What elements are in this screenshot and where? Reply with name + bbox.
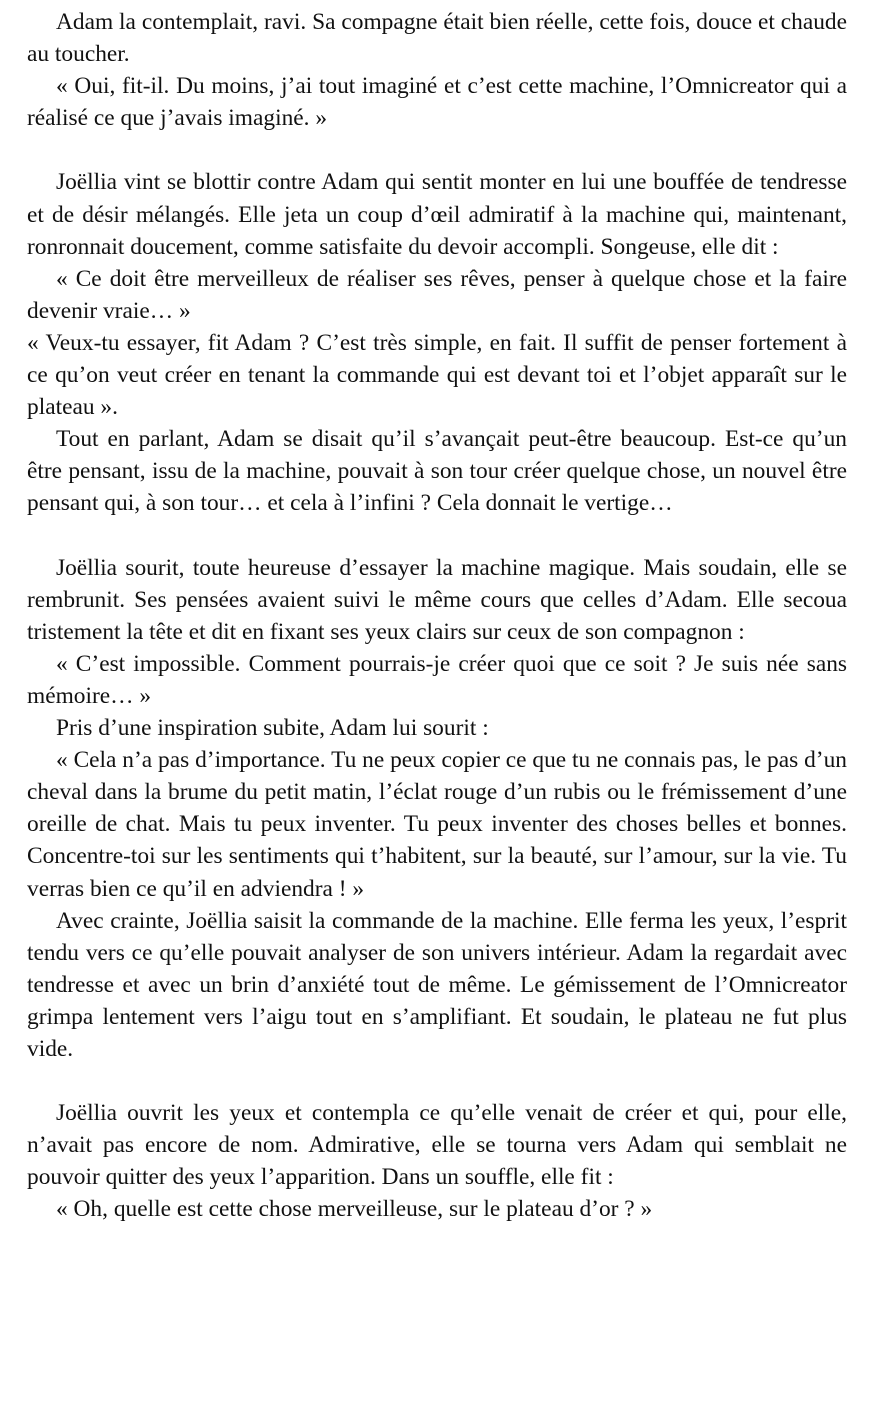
paragraph: Joëllia sourit, toute heureuse d’essayer la machine magique. Mais soudain, elle se rembrunit. Ses pensées avaient suivi le même cours que celles d’Adam. Elle secoua tristement la tête et dit en fixant ses yeux clairs sur ceux de son compagnon : — [27, 554, 847, 645]
paragraph-gap — [27, 520, 847, 552]
paragraph-gap — [27, 134, 847, 166]
paragraph: « C’est impossible. Comment pourrais-je créer quoi que ce soit ? Je suis née sans mémoire… » — [27, 650, 847, 709]
paragraph: « Oui, fit-il. Du moins, j’ai tout imaginé et c’est cette machine, l’Omnicreator qui a réalisé ce que j’avais imaginé. » — [27, 73, 847, 132]
paragraph: Adam la contemplait, ravi. Sa compagne était bien réelle, cette fois, douce et chaude au toucher. — [27, 9, 847, 68]
paragraph: « Veux-tu essayer, fit Adam ? C’est très simple, en fait. Il suffit de penser fortement à ce qu’on veut créer en tenant la commande qui est devant toi et l’objet apparaît sur le plateau ». — [27, 329, 847, 421]
paragraph: « Cela n’a pas d’importance. Tu ne peux copier ce que tu ne connais pas, le pas d’un cheval dans la brume du petit matin, l’éclat rouge d’un rubis ou le frémissement d’une oreille de chat. Mais tu peux inventer. Tu peux inventer des choses belles et bonnes. Concentre-toi sur les sentiments qui t’habitent, sur la beauté, sur l’amour, sur la vie. Tu verras bien ce qu’il en adviendra ! » — [27, 747, 847, 902]
paragraph-gap — [27, 1065, 847, 1097]
paragraph: Avec crainte, Joëllia saisit la commande de la machine. Elle ferma les yeux, l’esprit tendu vers ce qu’elle pouvait analyser de son univers intérieur. Adam la regardait avec tendresse et avec un brin d’anxiété tout de même. Le gémissement de l’Omnicreator grimpa lentement vers l’aigu tout en s’amplifiant. Et soudain, le plateau ne fut plus vide. — [27, 907, 847, 1062]
paragraph: Tout en parlant, Adam se disait qu’il s’avançait peut-être beaucoup. Est-ce qu’un être pensant, issu de la machine, pouvait à son tour créer quelque chose, un nouvel être pensant qui, à son tour… et cela à l’infini ? Cela donnait le vertige… — [27, 426, 847, 517]
paragraph: Joëllia ouvrit les yeux et contempla ce qu’elle venait de créer et qui, pour elle, n’avait pas encore de nom. Admirative, elle se tourna vers Adam qui semblait ne pouvoir quitter des yeux l’apparition. Dans un souffle, elle fit : — [27, 1100, 847, 1191]
paragraph: « Ce doit être merveilleux de réaliser ses rêves, penser à quelque chose et la faire devenir vraie… » — [27, 265, 847, 324]
document-page — [27, 6, 847, 1226]
paragraph: Pris d’une inspiration subite, Adam lui sourit : — [56, 715, 489, 742]
paragraph: Joëllia vint se blottir contre Adam qui sentit monter en lui une bouffée de tendresse et de désir mélangés. Elle jeta un coup d’œil admiratif à la machine qui, maintenant, ronronnait doucement, comme satisfaite du devoir accompli. Songeuse, elle dit : — [27, 169, 847, 260]
paragraph: « Oh, quelle est cette chose merveilleuse, sur le plateau d’or ? » — [56, 1196, 653, 1223]
